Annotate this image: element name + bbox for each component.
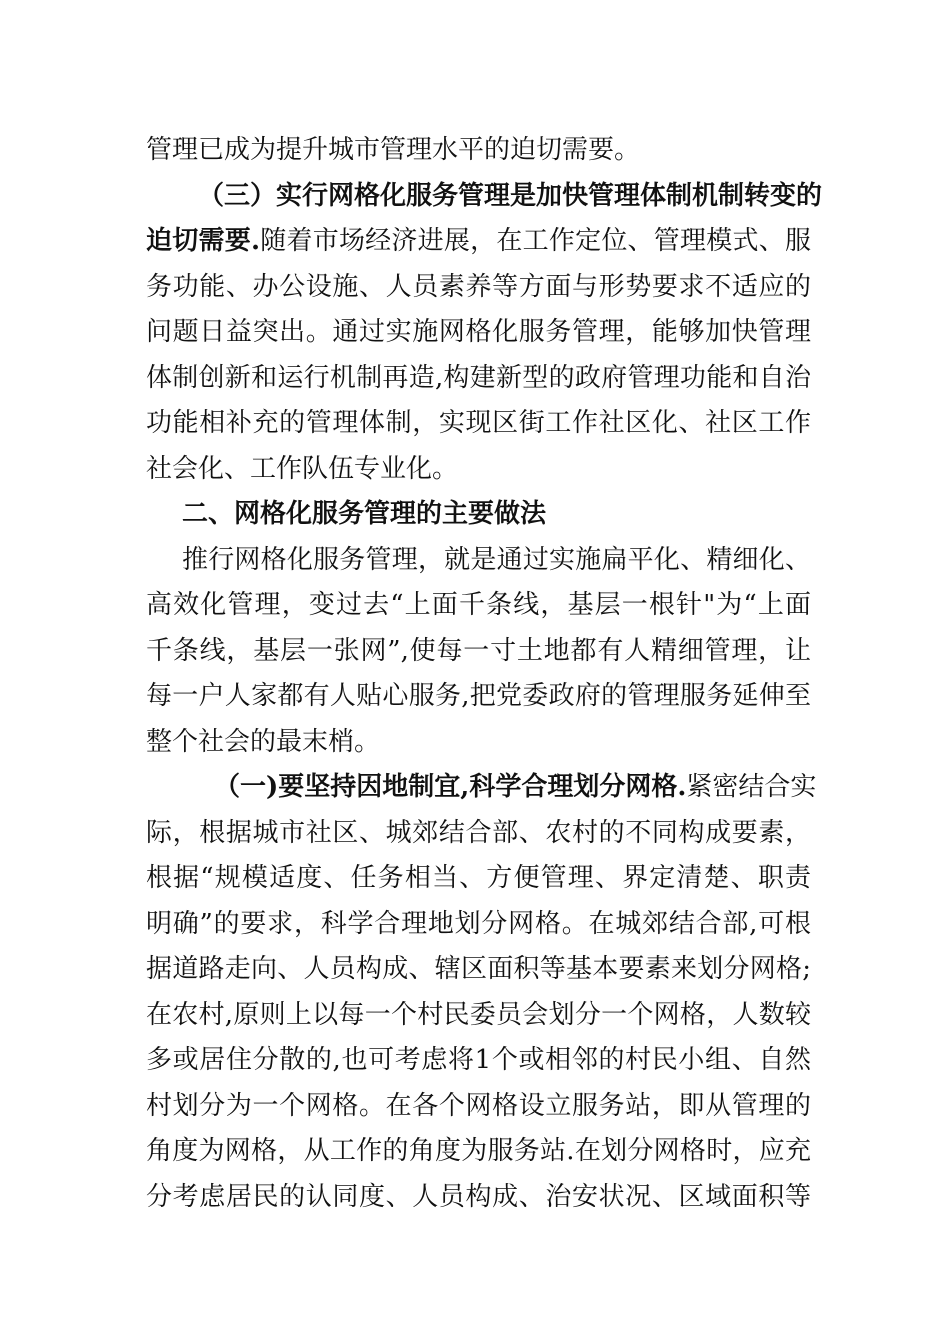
paragraph-line: 根据“规模适度、任务相当、方便管理、界定清楚、职责 — [146, 863, 811, 893]
subsection-heading-line — [146, 765, 817, 811]
paragraph-line: 整个社会的最末梢。 — [146, 726, 381, 757]
document-body — [146, 128, 823, 1220]
paragraph-line: 际，根据城市社区、城郊结合部、农村的不同构成要素， — [146, 817, 811, 848]
paragraph-line: 在农村,原则上以每一个村民委员会划分一个网格，人数较 — [146, 999, 811, 1030]
subsection-title-three: （三）实行网格化服务管理是加快管理体制机制转变的 — [198, 180, 823, 211]
subsection-title-one: （一)要坚持因地制宜,科学合理划分网格. — [214, 772, 687, 802]
paragraph-line: 每一户人家都有人贴心服务,把党委政府的管理服务延伸至 — [146, 681, 811, 711]
paragraph-line: 高效化管理，变过去“上面千条线，基层一根针"为“上面 — [146, 590, 811, 620]
paragraph-line: 推行网格化服务管理，就是通过实施扁平化、精细化、 — [182, 544, 811, 575]
paragraph-line — [146, 219, 811, 265]
paragraph-line: 社会化、工作队伍专业化。 — [146, 453, 459, 484]
paragraph-line: 务功能、办公设施、人员素养等方面与形势要求不适应的 — [146, 271, 811, 302]
paragraph-line: 体制创新和运行机制再造,构建新型的政府管理功能和自治 — [146, 362, 811, 393]
subsection-heading-line — [146, 174, 823, 220]
paragraph-line: 据道路走向、人员构成、辖区面积等基本要素来划分网格; — [146, 954, 811, 984]
paragraph-line: 管理已成为提升城市管理水平的迫切需要。 — [146, 135, 641, 165]
paragraph-text: 紧密结合实 — [686, 772, 817, 802]
paragraph-line: 功能相补充的管理体制，实现区街工作社区化、社区工作 — [146, 408, 811, 438]
subsection-title-three-end: 迫切需要. — [146, 226, 260, 256]
paragraph-line: 明确”的要求，科学合理地划分网格。在城郊结合部,可根 — [146, 908, 811, 939]
paragraph-line: 分考虑居民的认同度、人员构成、治安状况、区域面积等 — [146, 1181, 811, 1212]
paragraph-text: 随着市场经济进展，在工作定位、管理模式、服 — [260, 226, 811, 256]
section-heading: 二、网格化服务管理的主要做法 — [182, 499, 547, 529]
paragraph-line: 多或居住分散的,也可考虑将1个或相邻的村民小组、自然 — [146, 1045, 811, 1075]
paragraph-line: 角度为网格，从工作的角度为服务站.在划分网格时，应充 — [146, 1136, 811, 1166]
paragraph-line: 千条线，基层一张网”,使每一寸土地都有人精细管理，让 — [146, 635, 811, 666]
paragraph-line: 问题日益突出。通过实施网格化服务管理，能够加快管理 — [146, 317, 811, 347]
paragraph-line: 村划分为一个网格。在各个网格设立服务站，即从管理的 — [146, 1090, 811, 1121]
